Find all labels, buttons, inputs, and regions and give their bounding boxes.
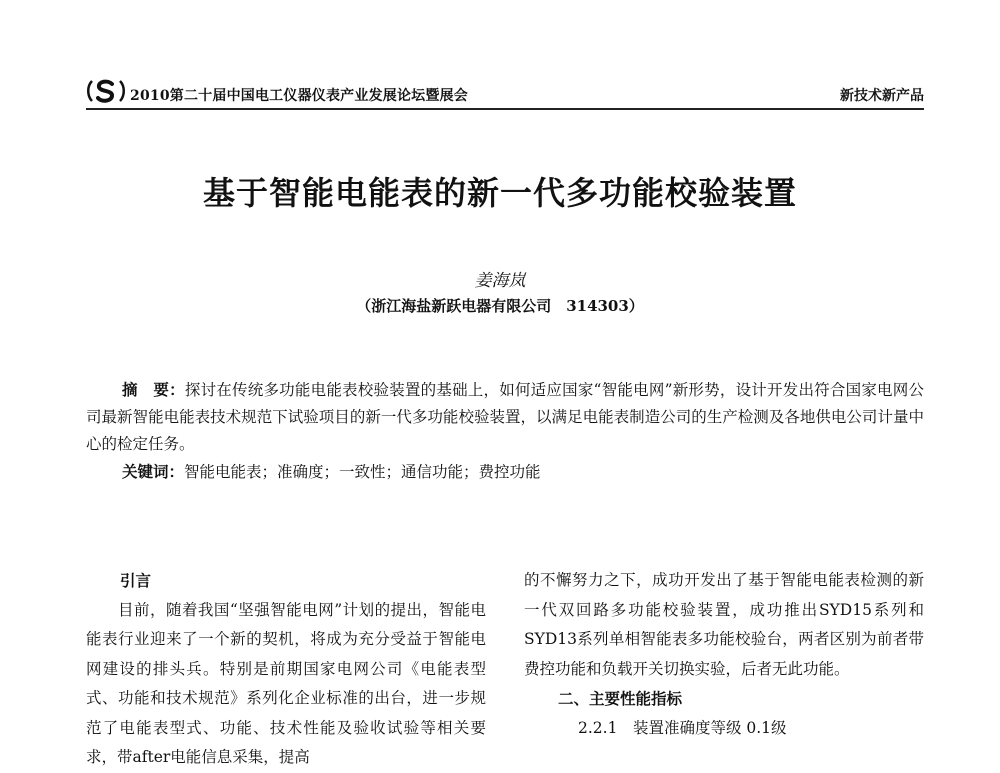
keywords-text: 智能电能表；准确度；一致性；通信功能；费控功能 xyxy=(184,463,541,481)
section-heading-specs: 二、主要性能指标 xyxy=(558,689,683,708)
header-rule xyxy=(86,108,924,110)
abstract-label: 摘 要： xyxy=(122,380,185,399)
intro-paragraph: 目前，随着我国“坚强智能电网”计划的提出，智能电能表行业迎来了一个新的契机，将成为充分受益于智能电网建设的排头兵。特别是前期国家电网公司《电能表型式、功能和技术规范》系列化企业标准的出台，进一步规范了电能表型式、功能、技术性能及验收试验等相关要求，带after电能信息采集，提高 xyxy=(86,600,486,766)
paper-title: 基于智能电能表的新一代多功能校验装置 xyxy=(202,174,797,212)
section-tag: 新技术新产品 xyxy=(840,88,924,104)
section-heading-intro: 引言 xyxy=(120,571,152,590)
conference-logo-icon xyxy=(86,78,126,104)
keywords xyxy=(122,458,922,486)
abstract xyxy=(86,376,924,458)
keywords-label: 关键词： xyxy=(122,462,185,481)
spec-item: 2.2.1 装置准确度等级 0.1级 xyxy=(578,718,787,737)
author-name: 姜海岚 xyxy=(474,271,526,291)
conference-title: 2010第二十届中国电工仪器仪表产业发展论坛暨展会 xyxy=(130,88,468,104)
body-column-right xyxy=(524,566,924,743)
continued-paragraph: 的不懈努力之下，成功开发出了基于智能电能表检测的新一代双回路多功能校验装置，成功推出SYD15系列和SYD13系列单相智能表多功能校验台，两者区别为前者带费控功能和负载开关切换实验，后者无此功能。 xyxy=(524,571,924,678)
body-column-left xyxy=(86,566,486,773)
running-header xyxy=(86,76,924,108)
abstract-text: 探讨在传统多功能电能表校验装置的基础上，如何适应国家“智能电网”新形势，设计开发出符合国家电网公司最新智能电能表技术规范下试验项目的新一代多功能校验装置，以满足电能表制造公司的生产检测及各地供电公司计量中心的检定任务。 xyxy=(86,381,924,453)
author-affiliation: （浙江海盐新跃电器有限公司 314303） xyxy=(356,297,644,315)
